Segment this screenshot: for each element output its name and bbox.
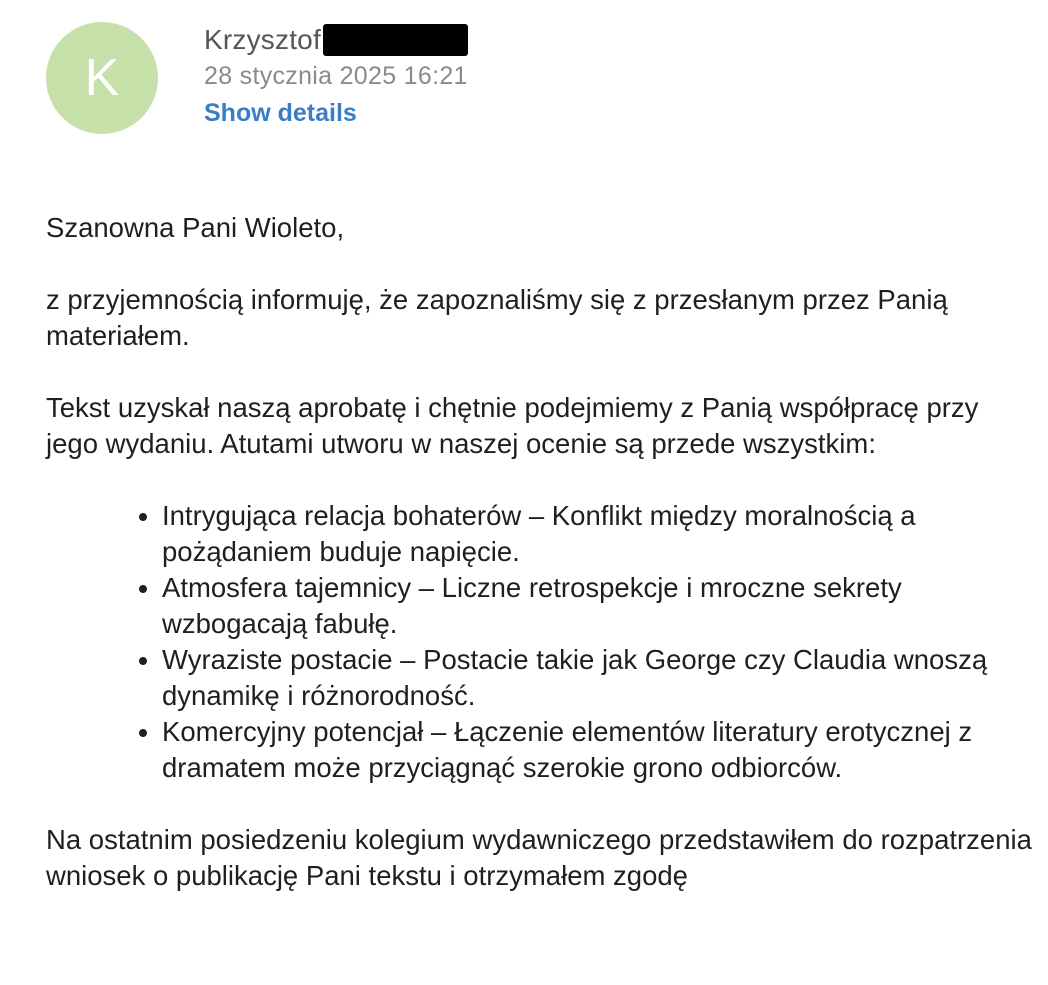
sender-row	[204, 22, 468, 58]
list-item: • Wyraziste postacie – Postacie takie jak George czy Claudia wnoszą dynamikę i różnorodność.	[162, 642, 1036, 714]
paragraph: Na ostatnim posiedzeniu kolegium wydawniczego przedstawiłem do rozpatrzenia wniosek o publikację Pani tekstu i otrzymałem zgodę	[46, 824, 1032, 891]
redaction-bar	[323, 24, 468, 56]
paragraph: Tekst uzyskał naszą aprobatę i chętnie podejmiemy z Panią współpracę przy jego wydaniu. Atutami utworu w naszej ocenie są przede wszystkim:	[46, 392, 979, 459]
avatar[interactable]: K	[46, 22, 158, 134]
greeting: Szanowna Pani Wioleto,	[46, 212, 345, 243]
email-header	[0, 0, 1048, 180]
email-date: 28 stycznia 2025 16:21	[204, 62, 468, 90]
list-item: • Intrygująca relacja bohaterów – Konflikt między moralnością a pożądaniem buduje napięcie.	[162, 498, 1036, 570]
strengths-list	[46, 498, 1036, 786]
sender-name[interactable]: Krzysztof	[204, 24, 321, 55]
show-details-link[interactable]: Show details	[204, 99, 357, 127]
list-item: • Atmosfera tajemnicy – Liczne retrospekcje i mroczne sekrety wzbogacają fabułę.	[162, 570, 1036, 642]
paragraph: z przyjemnością informuję, że zapoznaliśmy się z przesłanym przez Panią materiałem.	[46, 284, 948, 351]
list-item: • Komercyjny potencjał – Łączenie elementów literatury erotycznej z dramatem może przyciągnąć szerokie grono odbiorców.	[162, 714, 1036, 786]
email-body	[46, 210, 1036, 930]
